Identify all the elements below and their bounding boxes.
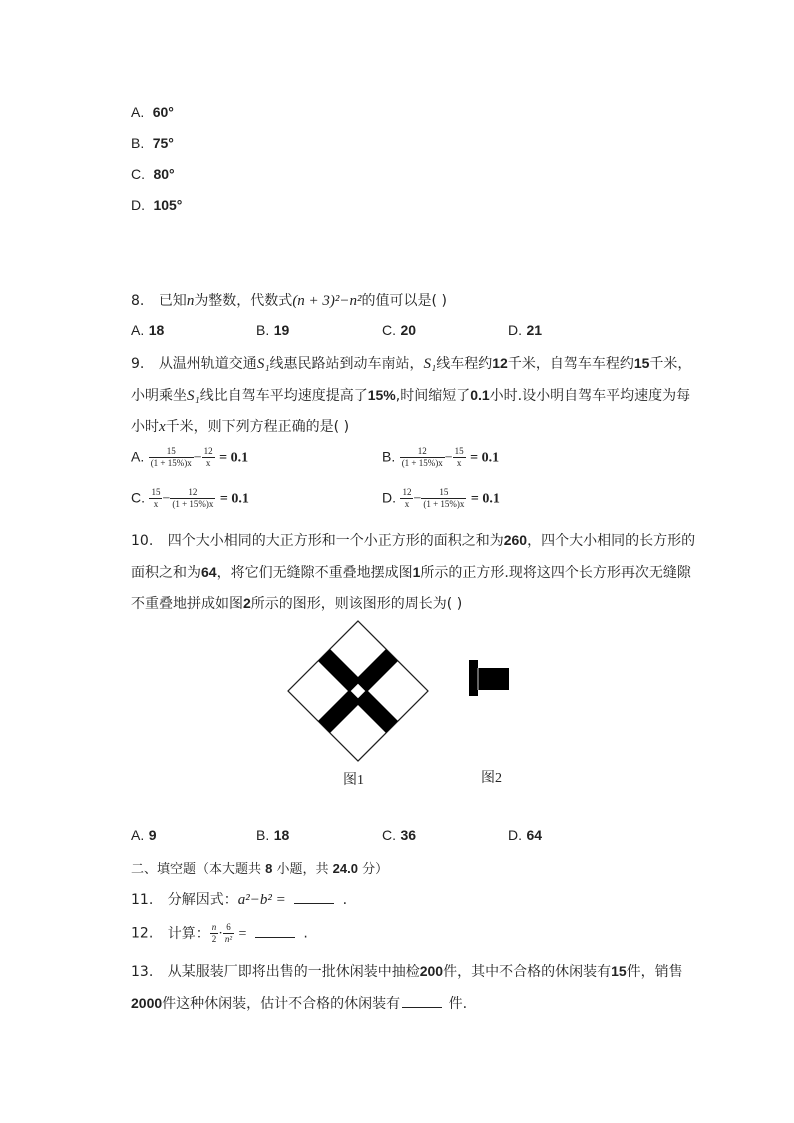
q11 [131,889,347,909]
q9-value: 12 [492,355,508,371]
q9-stem-line2 [131,385,690,405]
option-value: 64 [526,827,543,843]
q10-text: 四个大小相同的大正方形和一个小正方形的面积之和为 [167,533,504,549]
section-heading [131,858,388,877]
equation-rhs: = 0.1 [470,491,500,507]
figure-1-diagram [284,619,432,763]
q8-text-b: 为整数，代数式 [194,293,293,309]
q9-text: 千米， [649,356,692,372]
q10-text: ，四个大小相同的长方形的 [527,533,696,549]
option-value: 19 [273,322,290,338]
answer-blank[interactable] [255,925,295,938]
q13-value: 200 [419,963,444,979]
q9-s1: S₁ [256,356,270,372]
denominator: (1 + 15%)x [401,458,443,468]
question-number: 9. [131,356,145,372]
q9-text: 小时 [131,419,159,435]
denominator: (1 + 15%)x [172,499,214,509]
q8-option-c [382,322,416,339]
question-number: 12. [131,925,154,942]
question-number: 10. [131,533,154,549]
q10-text: 面积之和为 [131,565,201,581]
q10-value: 64 [201,564,217,580]
q13-line2 [131,993,467,1013]
fraction [202,446,215,469]
numerator: 12 [402,487,412,497]
q10-option-c [382,827,416,844]
minus-sign: − [162,491,171,507]
minus-sign: − [413,491,422,507]
numerator: 15 [166,446,176,456]
q13-text: 从某服装厂即将出售的一批休闲装中抽检 [167,964,420,980]
numerator: 15 [454,446,464,456]
q9-option-d [382,487,500,510]
numerator: 12 [417,446,427,456]
fraction [149,446,194,469]
denominator: 2 [211,934,217,944]
q9-stem-line3 [131,416,349,436]
q9-option-b [382,446,499,469]
fraction [421,487,466,510]
option-value: 21 [526,322,543,338]
option-label: D. [508,322,522,338]
option-label: D. [508,827,522,843]
option-label: D. [382,489,396,506]
q9-value: 15 [633,355,650,371]
denominator: x [400,498,413,510]
equation-rhs: = 0.1 [219,491,249,507]
fraction [223,922,234,945]
denominator: x [202,457,215,469]
option-label: A. [131,448,145,465]
q13-value: 2000 [131,995,163,1011]
question-number: 11. [131,892,154,908]
section-title: 小题，共 [272,862,333,877]
option-label: A. [131,827,145,843]
q8-var-n: n [186,293,195,309]
q8-option-a [131,322,164,339]
fraction [453,446,466,469]
option-label: C. [382,827,396,843]
q10-option-a [131,827,156,844]
q8-text-c: 的值可以是( ) [361,293,447,309]
q10-value: 2 [243,595,251,611]
q9-value: 15% [367,387,396,403]
option-value: 18 [148,322,165,338]
q13-text: 件，销售 [626,964,683,980]
numerator: 12 [188,487,198,497]
q10-text: ，将它们无缝隙不重叠地摆成图 [216,565,413,581]
q10-text: 不重叠地拼成如图 [131,596,243,612]
equals-sign: = [238,926,247,942]
section-title: 分） [357,862,389,877]
option-label: C. [131,489,145,506]
answer-blank[interactable] [294,891,334,904]
q13-value: 15 [611,963,627,979]
option-label: A. [131,322,145,338]
q10-option-d [508,827,542,844]
option-label: C. [382,322,396,338]
q8-text-a: 已知 [158,293,187,309]
q9-text: 从温州轨道交通 [158,356,257,372]
q13-line1 [131,961,683,981]
figure-1-caption: 图1 [343,773,364,788]
q13-text: 件. [444,996,468,1012]
q9-option-c [131,487,249,510]
q8-expression: (n + 3)²−n² [292,293,362,309]
numerator: 15 [151,487,161,497]
option-label: B. [256,827,270,843]
option-label: C. [131,166,145,182]
q13-text: 件，其中不合格的休闲装有 [443,964,612,980]
q11-expression: a²−b² = [237,892,286,908]
numerator: 12 [203,446,213,456]
minus-sign: − [193,450,202,466]
q8-option-b [256,322,289,339]
option-value: 75° [152,135,174,151]
option-value: 20 [400,322,417,338]
total-score: 24.0 [332,861,358,876]
fraction [170,487,215,510]
minus-sign: − [444,450,453,466]
numerator: 15 [439,487,449,497]
option-label: A. [131,104,145,120]
q9-var-x: x [159,419,166,435]
q9-s1: S₁ [423,356,437,372]
option-value: 18 [273,827,290,843]
q9-stem-line1 [131,353,691,373]
q13-text: 件这种休闲装，估计不合格的休闲装有 [162,996,401,1012]
q10-value: 260 [503,532,528,548]
question-number: 8. [131,293,145,309]
q10-stem-line2 [131,562,691,582]
figure-2-caption: 图2 [481,771,502,786]
dot-operator: · [218,926,223,942]
fraction [400,446,445,469]
denominator: (1 + 15%)x [423,499,465,509]
q10-stem-line3 [131,593,462,613]
option-value: 60° [152,104,174,120]
section-title: 二、填空题（本大题共 [131,862,266,877]
q7-option-d [131,197,182,214]
option-label: D. [131,197,145,213]
q9-text: 小时.设小明自驾车平均速度为每 [489,388,691,404]
q12 [131,922,308,945]
q10-stem-line1 [131,530,695,550]
q8-option-d [508,322,542,339]
q12-text: 计算： [167,925,210,942]
q9-text: 千米，自驾车车程约 [507,356,634,372]
q9-text: 千米，则下列方程正确的是( ) [165,419,350,435]
option-value: 80° [153,166,175,182]
denominator: n² [224,934,233,944]
fraction [400,487,413,510]
q9-text: 小明乘坐 [131,388,187,404]
option-value: 36 [400,827,417,843]
q9-text: 线车程约 [436,356,493,372]
q10-option-b [256,827,289,844]
q10-value: 1 [412,564,421,580]
q9-text: ,时间缩短了 [395,388,471,404]
numerator: 6 [226,922,231,932]
option-value: 9 [148,827,157,843]
denominator: x [453,457,466,469]
question-count: 8 [265,861,273,876]
option-value: 105° [153,197,183,213]
q10-text: 所示的正方形.现将这四个长方形再次无缝隙 [420,565,691,581]
fraction [149,487,162,510]
equation-rhs: = 0.1 [219,450,249,466]
figure-2-diagram [467,658,511,698]
q7-option-a [131,104,174,121]
option-label: B. [382,448,396,465]
q9-s1: S₁ [187,388,200,404]
q7-option-c [131,166,175,183]
q9-text: 线惠民路站到动车南站， [269,356,424,372]
question-number: 13. [131,964,154,980]
answer-blank[interactable] [402,995,442,1008]
numerator: n [211,922,217,932]
q11-end: . [342,892,348,908]
fraction [210,922,219,945]
q8-stem [131,290,447,310]
equation-rhs: = 0.1 [470,450,500,466]
q7-option-b [131,135,174,152]
option-label: B. [256,322,270,338]
q9-value: 0.1 [470,387,490,403]
q12-end: . [303,925,308,942]
q11-text: 分解因式： [167,892,238,908]
denominator: x [149,498,162,510]
q9-option-a [131,446,248,469]
denominator: (1 + 15%)x [150,458,192,468]
q9-text: 线比自驾车平均速度提高了 [199,388,368,404]
option-label: B. [131,135,145,151]
q10-text: 所示的图形，则该图形的周长为( ) [250,596,463,612]
